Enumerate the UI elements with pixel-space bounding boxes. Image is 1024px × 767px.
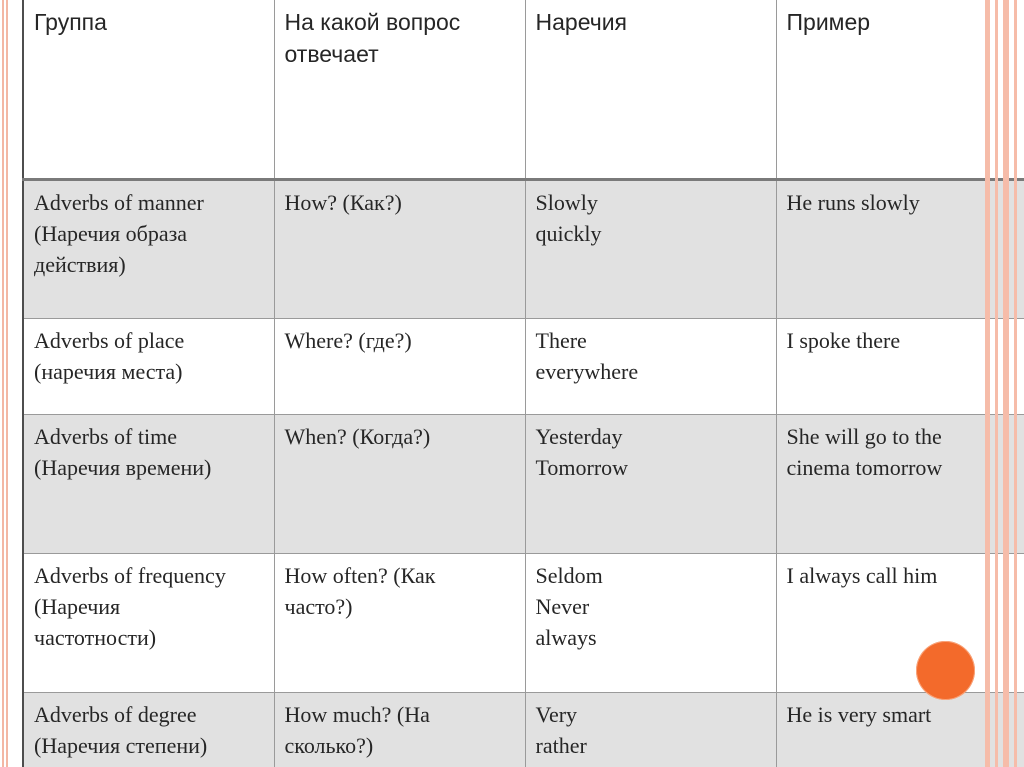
cell-example: I spoke there: [776, 318, 1024, 414]
right-accent-stripe-1: [985, 0, 990, 767]
left-accent-stripe-2: [6, 0, 8, 767]
cell-example: He is very smart: [776, 692, 1024, 767]
cell-adverbs: Yesterday Tomorrow: [525, 414, 776, 553]
cell-group: Adverbs of frequency (Наречия частотности): [23, 553, 274, 692]
right-accent-stripe-3: [1003, 0, 1009, 767]
orange-circle-decoration: [916, 641, 975, 700]
cell-example: I always call him: [776, 553, 1024, 692]
cell-adverbs: Slowly quickly: [525, 179, 776, 318]
right-accent-stripe-4: [1014, 0, 1017, 767]
cell-question: How much? (На сколько?): [274, 692, 525, 767]
cell-group: Adverbs of place (наречия места): [23, 318, 274, 414]
header-group: Группа: [23, 0, 274, 179]
cell-adverbs: Seldom Never always: [525, 553, 776, 692]
cell-question: How often? (Как часто?): [274, 553, 525, 692]
cell-adverbs: Very rather: [525, 692, 776, 767]
table-row-manner: [23, 179, 1024, 318]
table-header-row: [23, 0, 1024, 179]
cell-question: When? (Когда?): [274, 414, 525, 553]
cell-group: Adverbs of manner (Наречия образа действия): [23, 179, 274, 318]
cell-question: Where? (где?): [274, 318, 525, 414]
cell-group: Adverbs of time (Наречия времени): [23, 414, 274, 553]
table-row-place: [23, 318, 1024, 414]
table-row-frequency: [23, 553, 1024, 692]
header-example: Пример: [776, 0, 1024, 179]
right-accent-stripe-2: [995, 0, 998, 767]
table-row-time: [23, 414, 1024, 553]
cell-group: Adverbs of degree (Наречия степени): [23, 692, 274, 767]
adverbs-table: [22, 0, 1024, 767]
cell-adverbs: There everywhere: [525, 318, 776, 414]
header-adverbs: Наречия: [525, 0, 776, 179]
header-question: На какой вопрос отвечает: [274, 0, 525, 179]
cell-question: How? (Как?): [274, 179, 525, 318]
adverbs-table-wrapper: [22, 0, 1024, 767]
left-accent-stripe: [2, 0, 4, 767]
cell-example: She will go to the cinema tomorrow: [776, 414, 1024, 553]
cell-example: He runs slowly: [776, 179, 1024, 318]
table-row-degree: [23, 692, 1024, 767]
